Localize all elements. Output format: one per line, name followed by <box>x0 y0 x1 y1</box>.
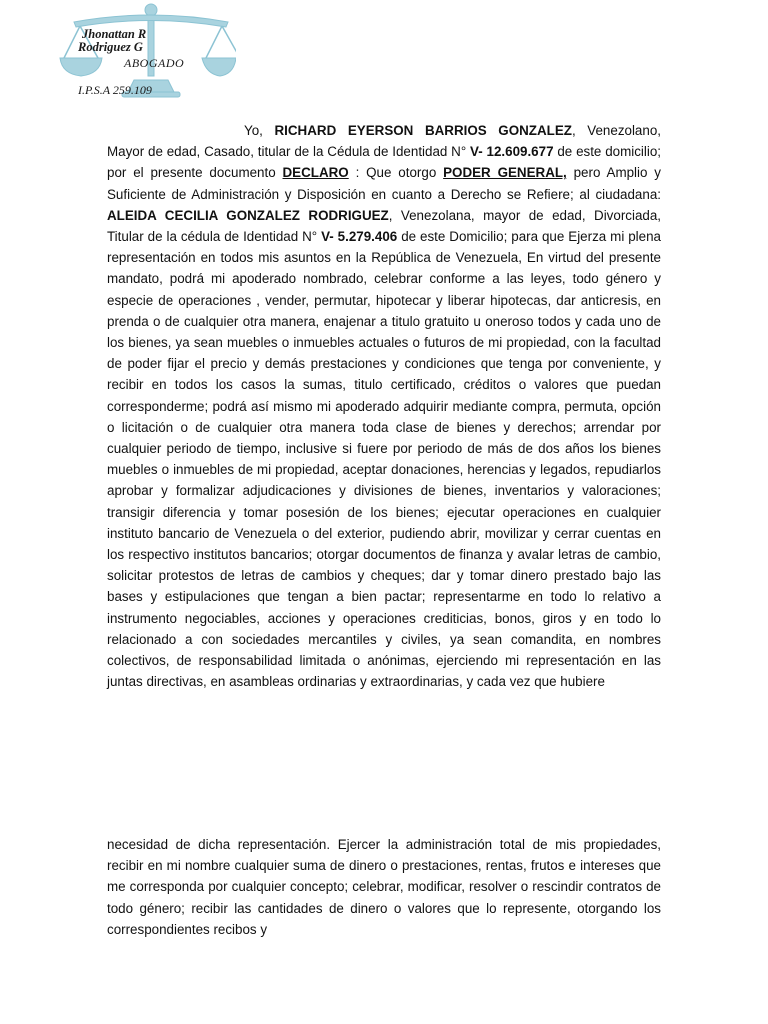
proxy-id: V- 5.279.406 <box>321 229 398 245</box>
proxy-name: ALEIDA CECILIA GONZALEZ RODRIGUEZ <box>107 207 389 223</box>
text-segment: , Venezolana, mayor de edad, Divorciada, Titular de la cédula de Identidad N° <box>107 207 662 245</box>
lawyer-registration: I.P.S.A 259.109 <box>78 83 152 97</box>
poder-general-keyword: PODER GENERAL, <box>443 165 567 181</box>
text-segment: de este domicilio; por el presente documento <box>107 144 662 181</box>
text-segment: pero Amplio y Suficiente de Administración y Disposición en cuanto a Derecho se Refiere; al ciudadana: <box>107 165 661 202</box>
declarant-id: V- 12.609.677 <box>470 144 554 160</box>
lawyer-name-line1: Jhonattan R <box>82 27 147 41</box>
declaro-keyword: DECLARO <box>282 165 349 181</box>
declaration-paragraph <box>107 120 661 692</box>
lawyer-title: ABOGADO <box>124 56 185 70</box>
text-segment: , Venezolano, Mayor de edad, Casado, titular de la Cédula de Identidad N° <box>107 123 661 160</box>
declarant-name: RICHARD EYERSON BARRIOS GONZALEZ <box>274 123 572 138</box>
yo-text: Yo, <box>244 123 263 138</box>
letterhead <box>56 0 236 110</box>
lawyer-name-line2: Rodriguez G <box>78 40 143 54</box>
text-segment: : Que otorgo <box>348 165 444 181</box>
text-segment: de este Domicilio; para que Ejerza mi plena representación en todos mis asuntos en la República de Venezuela, En virtud del presente mandato, podrá mi apoderado nombrado, celebrar conforme a las leyes, todo género y especie de operaciones , vender, permutar, hipotecar y liberar hipotecas, dar anticresis, en prenda o de cualquier otra manera, enajenar a titulo gratuito u oneroso todos y cada uno de los bienes, ya sean muebles o inmuebles actuales o futuros de mi propiedad, con la facultad de poder fijar el precio y demás prestaciones y condiciones que tenga por conveniente, y recibir en todos los casos la sumas, titulo certificado, créditos o valores que puedan corresponderme; podrá así mismo mi apoderado adquirir mediante compra, permuta, opción o licitación o de cualquier otra manera toda clase de bienes y derechos; arrendar por cualquier periodo de tiempo, inclusive si fuere por periodo de más de dos años los bienes muebles o inmuebles de mi propiedad, aceptar donaciones, herencias y legados, repudiarlos aprobar y formalizar adjudicaciones y divisiones de bienes, inventarios y valoraciones; transigir diferencia y tomar posesión de los bienes; ejecutar operaciones en cualquier instituto bancario de Venezuela o del exterior, pudiendo abrir, movilizar y cerrar cuentas en los respectivo institutos bancarios; otorgar documentos de finanza y avalar letras de cambio, solicitar protestos de letras de cambios y cheques; dar y tomar dinero prestado bajo las bases y estipulaciones que tengan a bien pactar; representarme en todo lo relativo a instrumento negociables, acciones y operaciones crediticias, bonos, giros y en todo lo relacionado a con sociedades mercantiles y civiles, ya sean comandita, en nombres colectivos, de responsabilidad limitada o anónimas, ejerciendo mi representación en las juntas directivas, en asambleas ordinarias y extraordinarias, y cada vez que hubiere <box>107 229 661 690</box>
continuation-paragraph: necesidad de dicha representación. Ejercer la administración total de mis propiedades, recibir en mi nombre cualquier suma de dinero o prestaciones, rentas, frutos e intereses que me corresponda por cualquier concepto; celebrar, modificar, resolver o rescindir contratos de todo género; recibir las cantidades de dinero o valores que lo represente, otorgando los correspondientes recibos y <box>107 837 661 937</box>
